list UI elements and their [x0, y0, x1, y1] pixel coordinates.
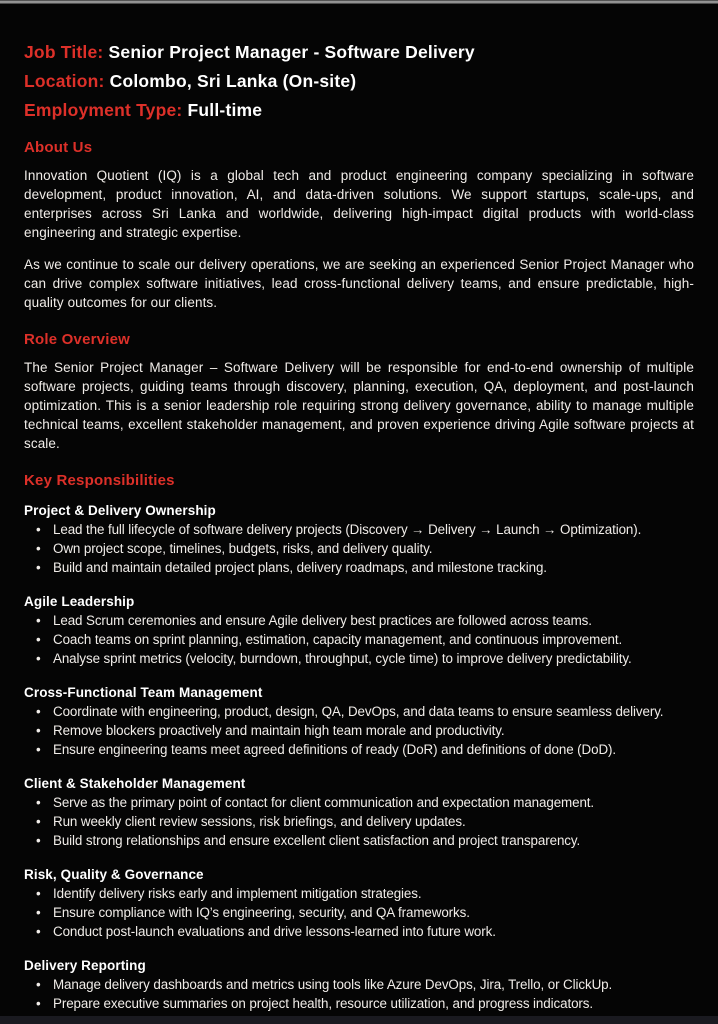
job-header: [24, 38, 694, 125]
bullet-list: [24, 793, 694, 850]
section-heading-role-overview: Role Overview: [24, 331, 130, 348]
location-label: Location:: [24, 71, 105, 91]
group-risk-quality-governance: [24, 865, 694, 941]
bullet-list: [24, 975, 694, 1013]
about-paragraph-1: Innovation Quotient (IQ) is a global tech and product engineering company specializing in software development, product innovation, AI, and data-driven solutions. We support startups, scale-ups, and enterprises across Sri Lanka and worldwide, delivering high-impact digital products with world-class engineering and strategic expertise.: [24, 168, 694, 240]
bullet-item: • Analyse sprint metrics (velocity, burndown, throughput, cycle time) to improve delivery predictability.: [24, 649, 694, 668]
bullet-item: • Coordinate with engineering, product, design, QA, DevOps, and data teams to ensure seamless delivery.: [24, 702, 694, 721]
bullet-item: • Lead Scrum ceremonies and ensure Agile delivery best practices are followed across teams.: [24, 611, 694, 630]
bullet-list: [24, 520, 694, 577]
bullet-list: [24, 884, 694, 941]
bullet-item: • Coach teams on sprint planning, estimation, capacity management, and continuous improvement.: [24, 630, 694, 649]
bullet-item: • Lead the full lifecycle of software delivery projects (Discovery → Delivery → Launch → Optimization).: [24, 520, 694, 539]
bottom-strip: [0, 1016, 718, 1024]
bullet-item: • Manage delivery dashboards and metrics using tools like Azure DevOps, Jira, Trello, or ClickUp.: [24, 975, 694, 994]
section-heading-about-us: About Us: [24, 139, 93, 156]
employment-type-line: [24, 96, 694, 125]
job-title-label: Job Title:: [24, 42, 104, 62]
bullet-item: • Remove blockers proactively and maintain high team morale and productivity.: [24, 721, 694, 740]
bullet-list: [24, 611, 694, 668]
group-cross-functional-team-management: [24, 683, 694, 759]
employment-type-label: Employment Type:: [24, 100, 183, 120]
bullet-list: [24, 702, 694, 759]
group-agile-leadership: [24, 592, 694, 668]
bullet-item: • Identify delivery risks early and implement mitigation strategies.: [24, 884, 694, 903]
bullet-item: • Build strong relationships and ensure excellent client satisfaction and project transparency.: [24, 831, 694, 850]
section-heading-key-responsibilities: Key Responsibilities: [24, 472, 175, 489]
role-overview-paragraph: The Senior Project Manager – Software Delivery will be responsible for end-to-end ownership of multiple software projects, guiding teams through discovery, planning, execution, QA, deployment, and post-launch optimization. This is a senior leadership role requiring strong delivery governance, ability to manage multiple technical teams, excellent stakeholder management, and proven experience driving Agile software projects at scale.: [24, 360, 694, 451]
location-line: [24, 67, 694, 96]
job-posting-document: [0, 4, 718, 1013]
group-project-delivery-ownership: [24, 501, 694, 577]
job-title-line: [24, 38, 694, 67]
bullet-item: • Conduct post-launch evaluations and drive lessons-learned into future work.: [24, 922, 694, 941]
group-client-stakeholder-management: [24, 774, 694, 850]
group-title: Client & Stakeholder Management: [24, 776, 246, 791]
about-paragraph-2: As we continue to scale our delivery operations, we are seeking an experienced Senior Project Manager who can drive complex software initiatives, lead cross-functional delivery teams, and ensure predictable, high-quality outcomes for our clients.: [24, 257, 694, 310]
group-title: Cross-Functional Team Management: [24, 685, 263, 700]
group-title: Project & Delivery Ownership: [24, 503, 216, 518]
bullet-item: • Own project scope, timelines, budgets, risks, and delivery quality.: [24, 539, 694, 558]
bullet-item: • Ensure compliance with IQ’s engineering, security, and QA frameworks.: [24, 903, 694, 922]
group-title: Delivery Reporting: [24, 958, 146, 973]
employment-type-value: Full-time: [187, 100, 263, 120]
group-delivery-reporting: [24, 956, 694, 1013]
job-title-value: Senior Project Manager - Software Delivery: [108, 42, 475, 62]
group-title: Risk, Quality & Governance: [24, 867, 204, 882]
bullet-item: • Ensure engineering teams meet agreed definitions of ready (DoR) and definitions of done (DoD).: [24, 740, 694, 759]
bullet-item: • Prepare executive summaries on project health, resource utilization, and progress indicators.: [24, 994, 694, 1013]
location-value: Colombo, Sri Lanka (On-site): [109, 71, 357, 91]
bullet-item: • Run weekly client review sessions, risk briefings, and delivery updates.: [24, 812, 694, 831]
bullet-item: • Serve as the primary point of contact for client communication and expectation management.: [24, 793, 694, 812]
bullet-item: • Build and maintain detailed project plans, delivery roadmaps, and milestone tracking.: [24, 558, 694, 577]
group-title: Agile Leadership: [24, 594, 135, 609]
